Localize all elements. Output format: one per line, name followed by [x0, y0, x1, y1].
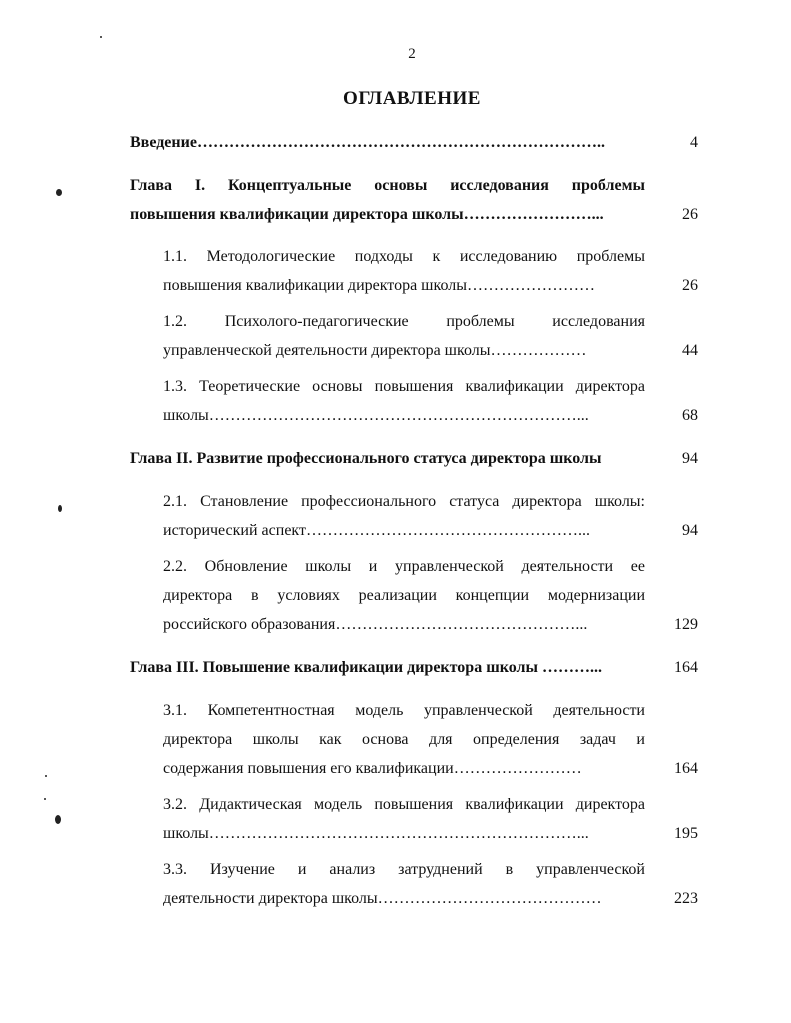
- toc-entry-line: 3.2. Дидактическая модель повышения квалификации директора: [163, 796, 645, 813]
- toc-entry-line: школы……………………………………………………………...: [163, 407, 589, 424]
- toc-entry-line: 1.3. Теоретические основы повышения квалификации директора: [163, 378, 645, 395]
- toc-page-number: 44: [682, 342, 698, 359]
- toc-entry-section: [163, 552, 645, 639]
- toc-entry-line: российского образования………………………………………...: [163, 616, 588, 633]
- scan-speck: [58, 505, 62, 512]
- toc-entry-section: [163, 372, 645, 430]
- toc-entry-line: Глава III. Повышение квалификации директора школы ………...: [130, 659, 602, 676]
- toc-page-number: 4: [690, 134, 698, 151]
- toc-page-number: 195: [674, 825, 698, 842]
- toc-entry: [130, 128, 645, 157]
- toc-page-number: 94: [682, 450, 698, 467]
- toc-entry-section: [163, 790, 645, 848]
- toc-entry-line: исторический аспект……………………………………………...: [163, 522, 590, 539]
- scan-speck: [44, 798, 46, 800]
- toc-page-number: 68: [682, 407, 698, 424]
- toc-entry-section: [163, 487, 645, 545]
- toc-entry-line: директора школы как основа для определения задач и: [163, 731, 645, 748]
- toc-entry-line: деятельности директора школы……………………………………: [163, 890, 602, 907]
- toc-entry-line: содержания повышения его квалификации……………………: [163, 760, 582, 777]
- toc-page-number: 223: [674, 890, 698, 907]
- toc-entry-line: 1.2. Психолого-педагогические проблемы исследования: [163, 313, 645, 330]
- toc-page-number: 94: [682, 522, 698, 539]
- toc-entry-line: школы……………………………………………………………...: [163, 825, 589, 842]
- toc-entry-line: 1.1. Методологические подходы к исследованию проблемы: [163, 248, 645, 265]
- toc-entry-line: управленческой деятельности директора школы………………: [163, 342, 587, 359]
- toc-entry-chapter: [130, 444, 645, 473]
- toc-page-number: 129: [674, 616, 698, 633]
- scan-speck: [56, 189, 62, 196]
- page-title: ОГЛАВЛЕНИЕ: [343, 88, 481, 109]
- toc-entry-section: [163, 855, 645, 913]
- toc-entry-line: повышения квалификации директора школы……………………: [163, 277, 595, 294]
- toc-entry-section: [163, 307, 645, 365]
- toc-entry-section: [163, 242, 645, 300]
- toc-entry-chapter: [130, 171, 645, 229]
- toc-entry-line: директора в условиях реализации концепции модернизации: [163, 587, 645, 604]
- toc-entry-line: 3.1. Компетентностная модель управленческой деятельности: [163, 702, 645, 719]
- toc-entry-line: Глава I. Концептуальные основы исследования проблемы: [130, 177, 645, 194]
- toc-entry-line: 3.3. Изучение и анализ затруднений в управленческой: [163, 861, 645, 878]
- toc-entry-line: Введение…………………………………………………………………..: [130, 134, 605, 151]
- scan-speck: [55, 815, 61, 824]
- toc-page-number: 26: [682, 277, 698, 294]
- page-number: 2: [408, 46, 416, 62]
- toc-entry-chapter: [130, 653, 645, 682]
- toc-entry-section: [163, 696, 645, 783]
- toc-entry-line: 2.2. Обновление школы и управленческой деятельности ее: [163, 558, 645, 575]
- scan-speck: [45, 775, 47, 777]
- toc-entry-line: повышения квалификации директора школы……………………...: [130, 206, 604, 223]
- toc-page-number: 26: [682, 206, 698, 223]
- toc-entry-line: Глава II. Развитие профессионального статуса директора школы: [130, 450, 602, 467]
- toc-entry-line: 2.1. Становление профессионального статуса директора школы:: [163, 493, 645, 510]
- toc-page-number: 164: [674, 659, 698, 676]
- scan-speck: [100, 36, 102, 38]
- toc-page-number: 164: [674, 760, 698, 777]
